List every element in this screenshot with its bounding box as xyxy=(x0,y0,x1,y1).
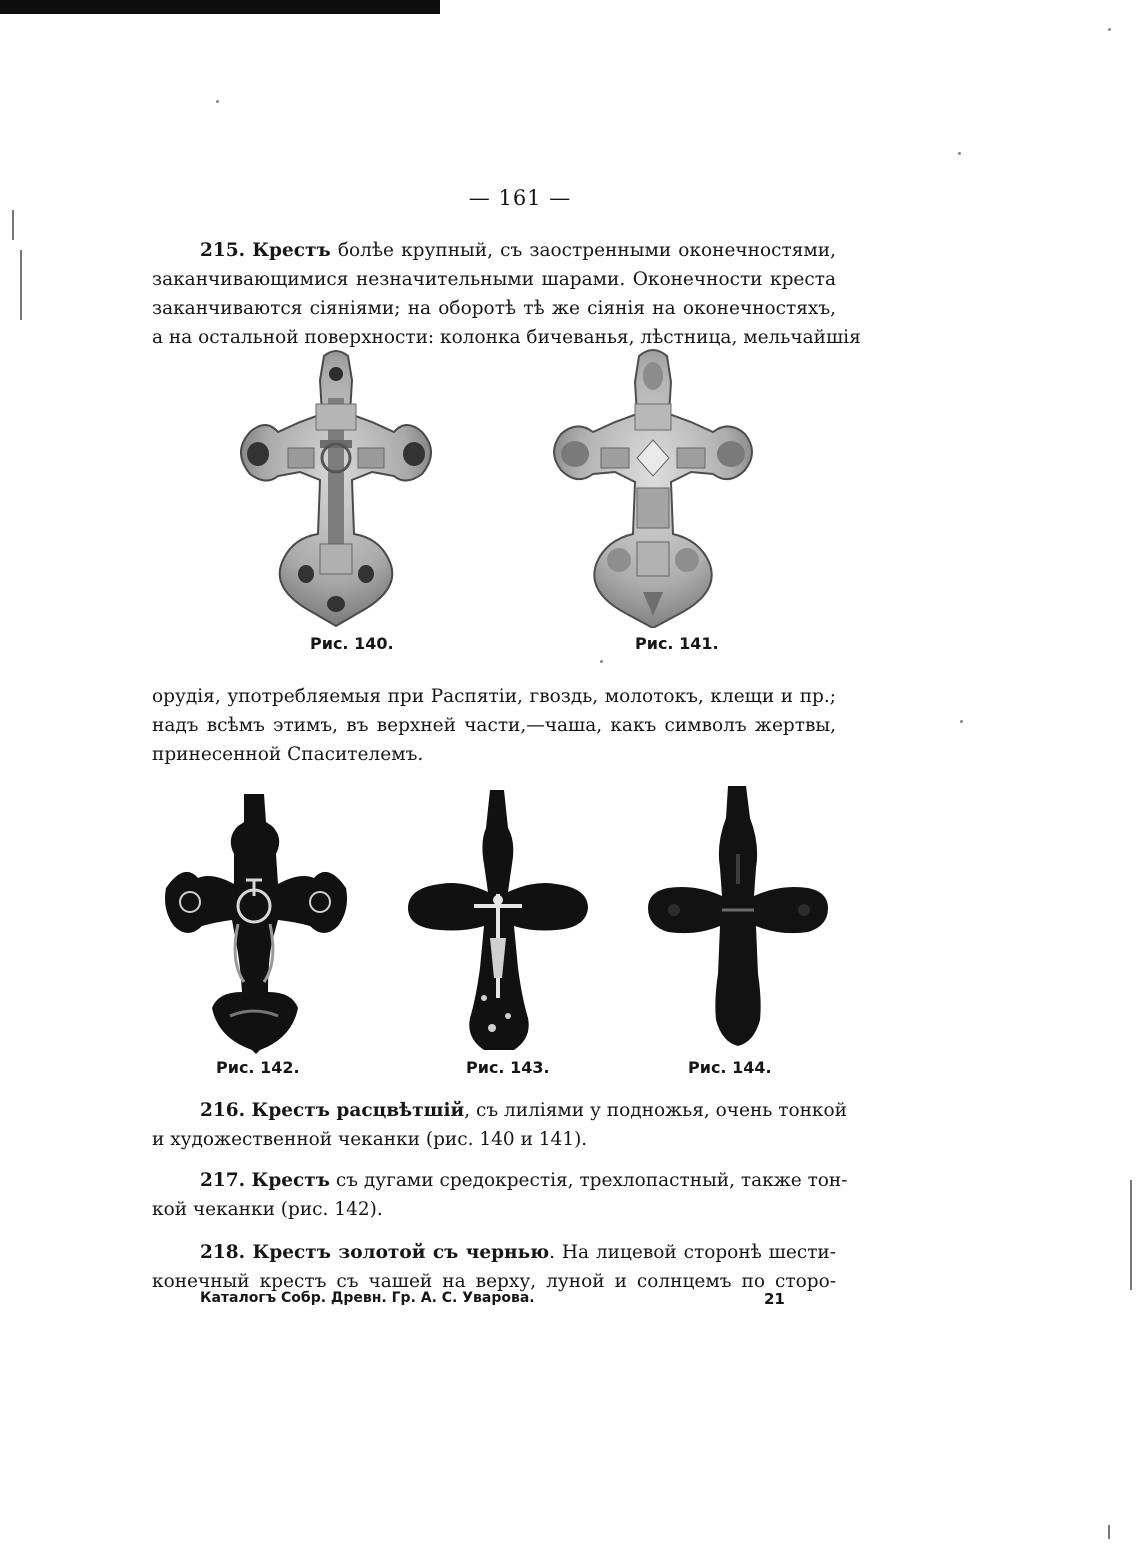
entry-heading: . Крестъ золотой съ чернью xyxy=(238,1242,550,1263)
footer-signature-number: 21 xyxy=(764,1290,785,1308)
text-line xyxy=(152,1166,848,1195)
text-fragment: , съ лиліями у подножья, очень тонкой xyxy=(464,1100,847,1121)
scan-margin-mark xyxy=(12,210,14,240)
entry-number: 218 xyxy=(200,1242,239,1263)
text-line: конечный крестъ съ чашей на верху, луной и солнцемъ по сторо- xyxy=(152,1271,836,1292)
text-line: и художественной чеканки (рис. 140 и 141). xyxy=(152,1129,588,1150)
text-line: надъ всѣмъ этимъ, въ верхней части,—чаша, какъ символъ жертвы, xyxy=(152,715,836,736)
entry-number: 215. xyxy=(200,240,246,261)
scan-speck xyxy=(600,660,603,663)
figure-142-image xyxy=(160,792,352,1054)
entry-heading: . Крестъ xyxy=(238,1170,330,1191)
figure-144-image xyxy=(644,784,832,1050)
entry-215-continuation xyxy=(152,682,836,769)
scan-edge-bar xyxy=(0,0,440,14)
scan-speck xyxy=(1108,28,1111,31)
figure-140-caption: Рис. 140. xyxy=(310,634,394,653)
text-fragment: съ дугами средокрестія, трехлопастный, также тон- xyxy=(329,1170,848,1191)
text-fragment: . На лицевой сторонѣ шести- xyxy=(549,1242,837,1263)
figure-141-image xyxy=(545,348,761,628)
figure-144-caption: Рис. 144. xyxy=(688,1058,772,1077)
text-line: орудія, употребляемыя при Распятіи, гвоздь, молотокъ, клещи и пр.; xyxy=(152,686,836,707)
entry-215 xyxy=(152,236,861,352)
page-number: — 161 — xyxy=(468,186,572,210)
footer-catalog-title: Каталогъ Собр. Древн. Гр. А. С. Уварова. xyxy=(200,1290,535,1306)
text-line: заканчивающимися незначительными шарами. Оконечности креста xyxy=(152,269,836,290)
text-line xyxy=(152,1238,836,1267)
text-line xyxy=(152,236,836,265)
text-line: а на остальной поверхности: колонка бичеванья, лѣстница, мельчайшія xyxy=(152,327,861,348)
entry-217 xyxy=(152,1166,848,1224)
scan-speck xyxy=(960,720,963,723)
scan-margin-mark xyxy=(1108,1525,1110,1539)
figure-140-image xyxy=(228,348,444,628)
figure-143-caption: Рис. 143. xyxy=(466,1058,550,1077)
text-line: принесенной Спасителемъ. xyxy=(152,744,424,765)
figure-143-image xyxy=(404,788,592,1054)
entry-heading: Крестъ xyxy=(252,240,331,261)
text-line: заканчиваются сіяніями; на оборотѣ тѣ же сіянія на оконечностяхъ, xyxy=(152,298,836,319)
entry-number: 217 xyxy=(200,1170,239,1191)
figure-141-caption: Рис. 141. xyxy=(635,634,719,653)
text-line xyxy=(152,1096,847,1125)
text-fragment: болѣе крупный, съ заостренными оконечностями, xyxy=(330,240,836,261)
entry-heading: . Крестъ расцвѣтшій xyxy=(238,1100,465,1121)
scan-margin-mark xyxy=(1130,1180,1132,1290)
figure-142-caption: Рис. 142. xyxy=(216,1058,300,1077)
text-line: кой чеканки (рис. 142). xyxy=(152,1199,383,1220)
entry-216 xyxy=(152,1096,847,1154)
scan-speck xyxy=(216,100,219,103)
entry-218 xyxy=(152,1238,836,1296)
scan-speck xyxy=(958,152,961,155)
scan-margin-mark xyxy=(20,250,22,320)
entry-number: 216 xyxy=(200,1100,239,1121)
